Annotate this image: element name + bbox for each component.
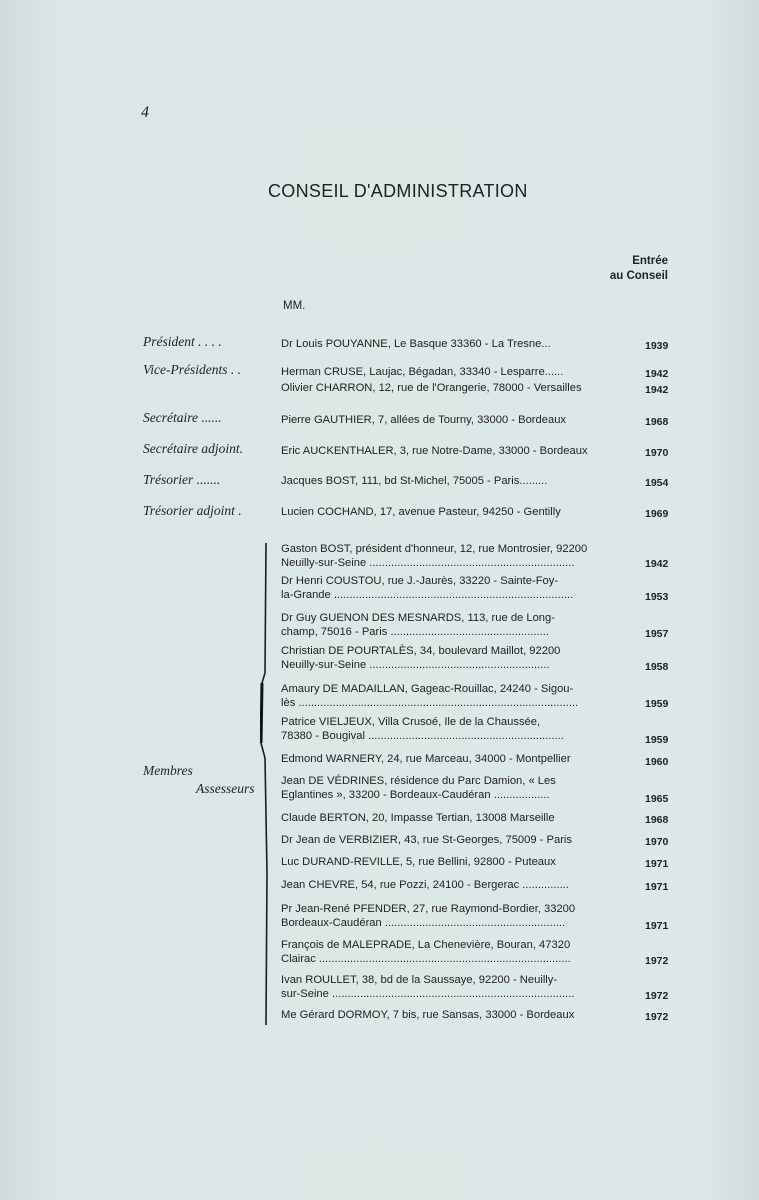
member-year: 1959 xyxy=(645,734,669,746)
member-entry xyxy=(281,775,636,802)
member-line-1: François de MALEPRADE, La Chenevière, Bouran, 47320 xyxy=(281,939,571,951)
officer-entry-tresorier-adjoint: Lucien COCHAND, 17, avenue Pasteur, 94250 - Gentilly xyxy=(281,506,561,518)
member-line-1: Dr Guy GUENON DES MESNARDS, 113, rue de Long- xyxy=(281,612,555,624)
mm-label: MM. xyxy=(283,300,306,312)
role-secretaire: Secrétaire ...... xyxy=(143,410,222,425)
entry-column-header xyxy=(610,254,668,284)
member-year: 1971 xyxy=(645,920,669,932)
member-entry xyxy=(281,856,636,870)
member-line-1: Patrice VIELJEUX, Villa Crusoé, Ile de la Chaussée, xyxy=(281,716,541,728)
members-bracket xyxy=(260,543,269,1025)
member-year: 1971 xyxy=(645,858,669,870)
member-year: 1942 xyxy=(645,558,669,570)
member-line-1: Jean DE VÉDRINES, résidence du Parc Damion, « Les xyxy=(281,775,556,787)
member-line-2: Neuilly-sur-Seine .................................................................. xyxy=(281,556,575,569)
member-entry xyxy=(281,753,636,767)
member-line-1: Me Gérard DORMOY, 7 bis, rue Sansas, 33000 - Bordeaux xyxy=(281,1009,575,1021)
member-year: 1971 xyxy=(645,881,669,893)
member-entry xyxy=(281,645,636,672)
member-line-2: champ, 75016 - Paris ................................................... xyxy=(281,625,549,638)
member-line-1: Pr Jean-René PFENDER, 27, rue Raymond-Bordier, 33200 xyxy=(281,903,576,915)
entree-label: Entrée xyxy=(632,255,668,267)
officer-entry-tresorier: Jacques BOST, 111, bd St-Michel, 75005 - Paris......... xyxy=(281,475,548,487)
member-line-2: sur-Seine .............................................................................. xyxy=(281,987,575,1000)
page-title: CONSEIL D'ADMINISTRATION xyxy=(268,181,528,201)
member-entry xyxy=(281,974,636,1001)
member-entry xyxy=(281,683,636,710)
officer-year: 1969 xyxy=(645,508,669,520)
member-entry xyxy=(281,543,636,570)
member-line-1: Ivan ROULLET, 38, bd de la Saussaye, 92200 - Neuilly- xyxy=(281,974,558,986)
role-tresorier-adjoint: Trésorier adjoint . xyxy=(143,503,242,518)
au-conseil-label: au Conseil xyxy=(609,270,668,282)
officer-entry-secretaire: Pierre GAUTHIER, 7, allées de Tourny, 33000 - Bordeaux xyxy=(281,414,567,426)
member-year: 1953 xyxy=(645,591,669,603)
member-entry xyxy=(281,1009,636,1023)
member-entry xyxy=(281,575,636,602)
member-year: 1970 xyxy=(645,836,669,848)
member-entry xyxy=(281,939,636,966)
officer-year: 1968 xyxy=(645,416,669,428)
role-president: Président . . . . xyxy=(143,334,222,349)
role-tresorier: Trésorier ....... xyxy=(143,472,221,487)
member-entry xyxy=(281,879,636,893)
member-line-1: Amaury DE MADAILLAN, Gageac-Rouillac, 24240 - Sigou- xyxy=(281,683,574,695)
membres-label: Membres xyxy=(143,763,193,778)
officer-entry-president: Dr Louis POUYANNE, Le Basque 33360 - La Tresne... xyxy=(281,338,551,350)
role-secretaire-adjoint: Secrétaire adjoint. xyxy=(143,441,243,456)
member-line-2: Neuilly-sur-Seine .......................................................... xyxy=(281,658,550,671)
member-line-2: lès .......................................................................................... xyxy=(281,696,579,709)
member-year: 1968 xyxy=(645,814,669,826)
officer-year: 1939 xyxy=(645,340,669,352)
member-year: 1972 xyxy=(645,955,669,967)
member-year: 1958 xyxy=(645,661,669,673)
officer-year: 1942 xyxy=(645,384,669,396)
officer-entry-vice-president-1: Herman CRUSE, Laujac, Bégadan, 33340 - Lesparre...... xyxy=(281,366,564,378)
page-number: 4 xyxy=(141,104,149,121)
officer-year: 1942 xyxy=(645,368,669,380)
member-line-1: Dr Jean de VERBIZIER, 43, rue St-Georges, 75009 - Paris xyxy=(281,834,573,846)
member-entry xyxy=(281,903,636,930)
officer-year: 1970 xyxy=(645,447,669,459)
role-vice-presidents: Vice-Présidents . . xyxy=(143,362,241,377)
member-line-1: Edmond WARNERY, 24, rue Marceau, 34000 - Montpellier xyxy=(281,753,571,765)
member-year: 1960 xyxy=(645,756,669,768)
officer-year: 1954 xyxy=(645,477,669,489)
member-line-1: Gaston BOST, président d'honneur, 12, rue Montrosier, 92200 xyxy=(281,543,588,555)
member-year: 1972 xyxy=(645,990,669,1002)
member-line-1: Christian DE POURTALÈS, 34, boulevard Maillot, 92200 xyxy=(281,645,561,657)
assesseurs-label: Assesseurs xyxy=(196,781,255,796)
officer-entry-secretaire-adjoint: Eric AUCKENTHALER, 3, rue Notre-Dame, 33000 - Bordeaux xyxy=(281,445,588,457)
member-year: 1957 xyxy=(645,628,669,640)
member-entry xyxy=(281,612,636,639)
officer-entry-vice-president-2: Olivier CHARRON, 12, rue de l'Orangerie, 78000 - Versailles xyxy=(281,382,582,394)
member-entry xyxy=(281,834,636,848)
member-entry xyxy=(281,716,636,743)
member-line-2: Clairac ................................................................................. xyxy=(281,952,571,965)
member-line-1: Dr Henri COUSTOU, rue J.-Jaurès, 33220 - Sainte-Foy- xyxy=(281,575,559,587)
member-year: 1965 xyxy=(645,793,669,805)
member-line-1: Luc DURAND-REVILLE, 5, rue Bellini, 92800 - Puteaux xyxy=(281,856,556,868)
member-line-2: la-Grande ............................................................................. xyxy=(281,588,574,601)
member-line-2: Eglantines », 33200 - Bordeaux-Caudéran .................. xyxy=(281,788,550,801)
member-line-1: Claude BERTON, 20, Impasse Tertian, 13008 Marseille xyxy=(281,812,555,824)
member-line-1: Jean CHEVRE, 54, rue Pozzi, 24100 - Bergerac ............... xyxy=(281,879,569,891)
member-year: 1959 xyxy=(645,698,669,710)
member-entry xyxy=(281,812,636,826)
member-line-2: Bordeaux-Caudéran .......................................................... xyxy=(281,916,566,929)
member-year: 1972 xyxy=(645,1011,669,1023)
member-line-2: 78380 - Bougival ............................................................... xyxy=(281,729,564,742)
